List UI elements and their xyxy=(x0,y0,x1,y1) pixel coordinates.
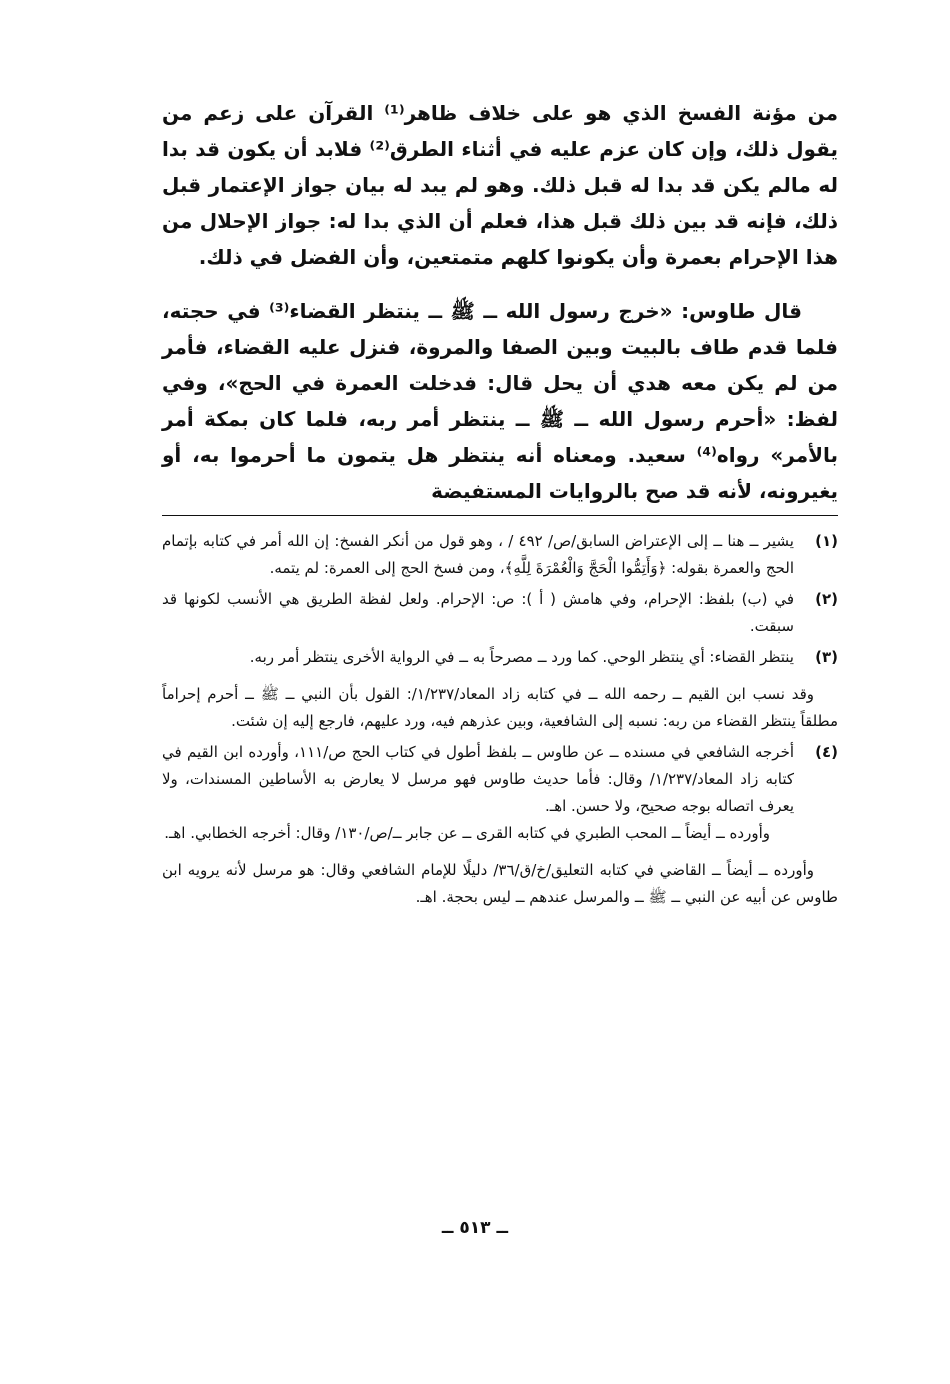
footnote-separator xyxy=(162,515,838,516)
footnote-text: وأورده ــ أيضاً ــ القاضي في كتابه التعليق/خ/ق/٣٦/ دليلًا للإمام الشافعي وقال: هو مرسل لأنه يرويه ابن طاوس عن أبيه عن النبي ــ ﷺ ــ والمرسل عندهم ــ ليس بحجة. اهـ. xyxy=(162,861,838,906)
footnote-text: يشير ــ هنا ــ إلى الإعتراض السابق/ص/ ٤٩٢ / ، وهو قول من أنكر الفسخ: إن الله أمر في كتابه بإتمام الحج والعمرة بقوله: ﴿وَأَتِمُّوا الْحَجَّ وَالْعُمْرَةَ لِلَّهِ﴾، ومن فسخ الحج إلى العمرة: لم يتمه. xyxy=(162,532,794,577)
main-paragraph-2: قال طاوس: «خرج رسول الله ــ ﷺ ــ ينتظر القضاء⁽³⁾ في حجته، فلما قدم طاف بالبيت وبين الصفا والمروة، فنزل عليه القضاء، فأمر من لم يكن معه هدي أن يحل قال: فدخلت العمرة في الحج»، وفي لفظ: «أحرم رسول الله ــ ﷺ ــ ينتظر أمر ربه، فلما كان بمكة أمر بالأمر» رواه⁽⁴⁾ سعيد. ومعناه أنه ينتظر هل يتمون ما أحرموا به، أو يغيرونه، لأنه قد صح بالروايات المستفيضة xyxy=(162,299,838,503)
document-page xyxy=(162,95,838,915)
page-number: ــ ٥١٣ ــ xyxy=(441,1218,509,1238)
footnote-4-continuation xyxy=(162,857,838,911)
footnote-number: (٤) xyxy=(815,743,838,761)
footnote-3 xyxy=(162,644,838,671)
footnote-text: أخرجه الشافعي في مسنده ــ عن طاوس ــ بلفظ أطول في كتاب الحج ص/١١١، وأورده ابن القيم في كتابه زاد المعاد/١/٢٣٧/ وقال: فأما حديث طاوس فهو مرسل لا يعارض به الأساطين المسندات، ولا يعرف اتصاله بوجه صحيح، ولا حسن. اهـ. xyxy=(162,743,795,815)
footnote-text: ينتظر القضاء: أي ينتظر الوحي. كما ورد ــ مصرحاً به ــ في الرواية الأخرى ينتظر أمر ربه. xyxy=(249,648,794,666)
footnote-number: (٣) xyxy=(815,648,838,666)
footnote-number: (٢) xyxy=(815,590,838,608)
footnote-number: (١) xyxy=(815,532,838,550)
footnote-body xyxy=(162,528,794,582)
footnote-body xyxy=(162,586,794,640)
footnote-body xyxy=(162,739,794,847)
footnote-body xyxy=(162,644,794,671)
main-text xyxy=(162,95,838,509)
footnote-3-continuation xyxy=(162,681,838,735)
footnote-text: في (ب) بلفظ: الإحرام، وفي هامش ( أ ): ص: الإحرام. ولعل لفظة الطريق هي الأنسب لكونها قد سبقت. xyxy=(162,590,794,635)
footnote-4 xyxy=(162,739,838,847)
footnotes xyxy=(162,528,838,911)
footnote-2 xyxy=(162,586,838,640)
footnote-1 xyxy=(162,528,838,582)
main-paragraph-1: من مؤنة الفسخ الذي هو على خلاف ظاهر⁽¹⁾ القرآن على زعم من يقول ذلك، وإن كان عزم عليه في أثناء الطرق⁽²⁾ فلابد أن يكون قد بدا له مالم يكن قد بدا له قبل ذلك. وهو لم يبد له بيان جواز الإعتمار قبل ذلك، فإنه قد بين ذلك قبل هذا، فعلم أن الذي بدا له: جواز الإحلال من هذا الإحرام بعمرة وأن يكونوا كلهم متمتعين، وأن الفضل في ذلك. xyxy=(162,101,839,269)
footnote-text: وأورده ــ أيضاً ــ المحب الطبري في كتابه القرى ــ عن جابر ــ/ص/١٣٠/ وقال: أخرجه الخطابي. اهـ. xyxy=(164,824,770,842)
footnote-text: وقد نسب ابن القيم ــ رحمه الله ــ في كتابه زاد المعاد/١/٢٣٧/: القول بأن النبي ــ ﷺ ــ أحرم إحراماً مطلقاً ينتظر القضاء من ربه: نسبه إلى الشافعية، وبين عذرهم فيه، ورد عليهم، فارجع إليه إن شئت. xyxy=(162,685,838,730)
